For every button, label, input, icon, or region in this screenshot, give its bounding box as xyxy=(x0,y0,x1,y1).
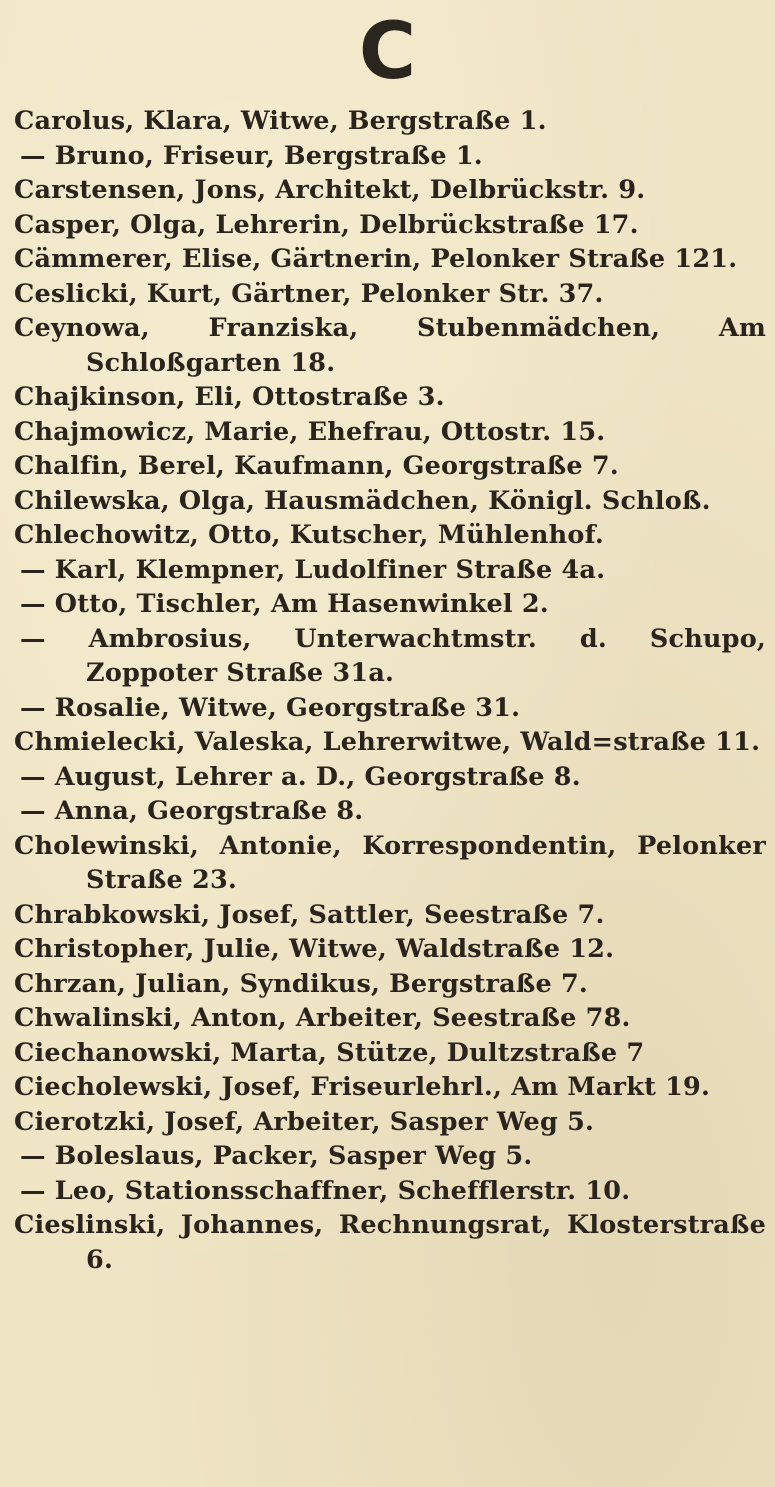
directory-entry: Chrzan, Julian, Syndikus, Bergstraße 7. xyxy=(14,968,589,999)
directory-entry: Cholewinski, Antonie, Korrespondentin, Pelonker Straße 23. xyxy=(14,830,766,895)
directory-entry: Chalfin, Berel, Kaufmann, Georgstraße 7. xyxy=(14,451,619,481)
directory-entry: Ciechanowski, Marta, Stütze, Dultzstraße 7 xyxy=(14,1037,645,1068)
directory-entry: — Otto, Tischler, Am Hasenwinkel 2. xyxy=(20,589,549,619)
directory-entry: Cierotzki, Josef, Arbeiter, Sasper Weg 5. xyxy=(14,1106,595,1137)
directory-entry: Ceslicki, Kurt, Gärtner, Pelonker Str. 37. xyxy=(14,278,604,309)
directory-entry: — August, Lehrer a. D., Georgstraße 8. xyxy=(20,761,581,792)
directory-entry: Chrabkowski, Josef, Sattler, Seestraße 7. xyxy=(14,899,605,930)
directory-entry: — Karl, Klempner, Ludolfiner Straße 4a. xyxy=(20,554,606,585)
directory-entry: Chajmowicz, Marie, Ehefrau, Ottostr. 15. xyxy=(14,416,606,447)
directory-entry: — Leo, Stationsschaffner, Schefflerstr. 10. xyxy=(20,1175,631,1206)
directory-entry: — Anna, Georgstraße 8. xyxy=(20,796,364,826)
directory-entry: Chmielecki, Valeska, Lehrerwitwe, Wald=straße 11. xyxy=(14,727,761,757)
directory-entry: — Rosalie, Witwe, Georgstraße 31. xyxy=(20,692,521,723)
directory-entry: Carstensen, Jons, Architekt, Delbrückstr. 9. xyxy=(14,175,646,205)
section-letter-heading: C xyxy=(358,7,417,97)
directory-entry: Casper, Olga, Lehrerin, Delbrückstraße 17. xyxy=(14,209,639,240)
directory-entry: Ciecholewski, Josef, Friseurlehrl., Am Markt 19. xyxy=(14,1072,711,1102)
directory-entry-list xyxy=(14,104,766,1277)
directory-entry: — Boleslaus, Packer, Sasper Weg 5. xyxy=(20,1141,533,1171)
directory-entry: Ceynowa, Franziska, Stubenmädchen, Am Schloßgarten 18. xyxy=(14,313,766,378)
directory-entry: Chajkinson, Eli, Ottostraße 3. xyxy=(14,382,445,412)
directory-entry: — Bruno, Friseur, Bergstraße 1. xyxy=(20,140,483,171)
directory-entry: Chlechowitz, Otto, Kutscher, Mühlenhof. xyxy=(14,520,604,550)
directory-entry: Carolus, Klara, Witwe, Bergstraße 1. xyxy=(14,106,547,136)
directory-entry: Cämmerer, Elise, Gärtnerin, Pelonker Straße 121. xyxy=(14,244,738,274)
directory-entry: Chwalinski, Anton, Arbeiter, Seestraße 78. xyxy=(14,1003,631,1033)
directory-entry: Christopher, Julie, Witwe, Waldstraße 12. xyxy=(14,934,615,964)
directory-entry: — Ambrosius, Unterwachtmstr. d. Schupo, Zoppoter Straße 31a. xyxy=(20,623,766,688)
directory-entry: Chilewska, Olga, Hausmädchen, Königl. Schloß. xyxy=(14,485,711,516)
directory-entry: Cieslinski, Johannes, Rechnungsrat, Klosterstraße 6. xyxy=(14,1210,766,1275)
